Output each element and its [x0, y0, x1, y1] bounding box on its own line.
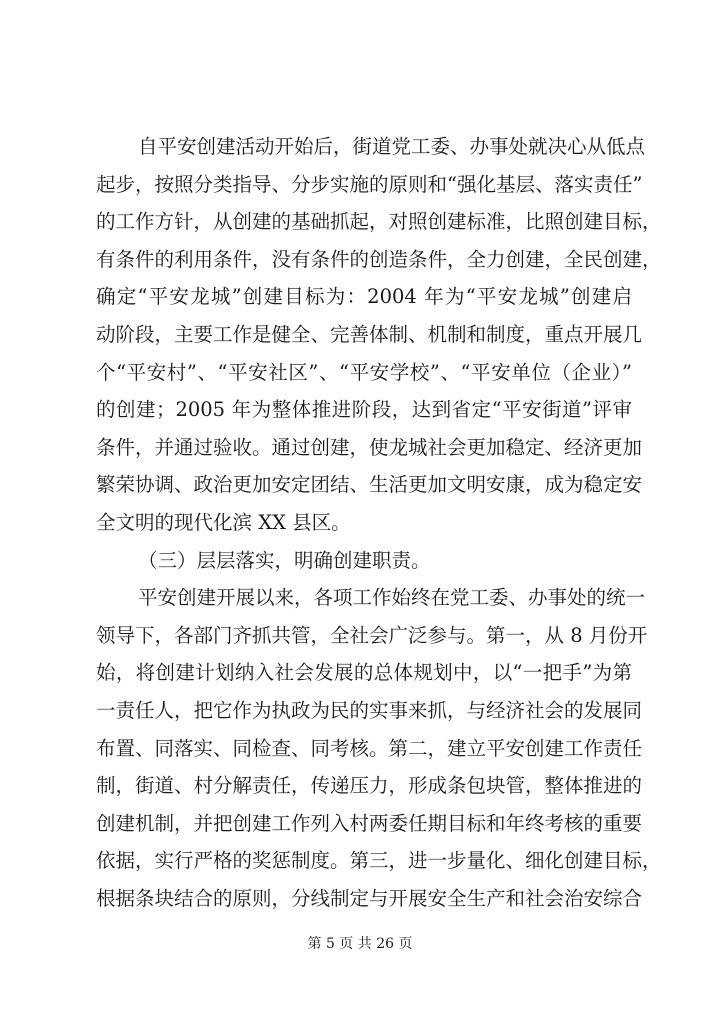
paragraph	[96, 128, 662, 542]
paragraph	[96, 579, 662, 917]
text-line: 根据条块结合的原则，分线制定与开展安全生产和社会治安综合	[96, 886, 643, 910]
text-line: 条件，并通过验收。通过创建，使龙城社会更加稳定、经济更加	[96, 435, 643, 459]
section-heading: （三）层层落实，明确创建职责。	[138, 548, 431, 572]
text-line: 有条件的利用条件，没有条件的创造条件，全力创建，全民创建，	[96, 247, 662, 271]
text-line: 个“平安村”、“平安社区”、“平安学校”、“平安单位（企业）”	[96, 360, 632, 384]
text-line: 领导下，各部门齐抓共管，全社会广泛参与。第一，从 8 月份开	[96, 623, 648, 647]
body-text	[96, 128, 662, 917]
page-number-footer: 第 5 页 共 26 页	[307, 936, 413, 952]
text-line: 制，街道、村分解责任，传递压力，形成条包块管，整体推进的	[96, 774, 643, 798]
text-line: 全文明的现代化滨 XX 县区。	[96, 510, 351, 534]
text-line: 自平安创建活动开始后，街道党工委、办事处就决心从低点	[138, 135, 646, 158]
text-line: 繁荣协调、政治更加安定团结、生活更加文明安康，成为稳定安	[96, 473, 643, 497]
text-line: 确定“平安龙城”创建目标为：2004 年为“平安龙城”创建启	[96, 285, 632, 309]
text-line: 的创建；2005 年为整体推进阶段，达到省定“平安街道”评审	[96, 398, 632, 422]
text-line: 布置、同落实、同检查、同考核。第二，建立平安创建工作责任	[96, 736, 643, 760]
text-line: 动阶段，主要工作是健全、完善体制、机制和制度，重点开展几	[96, 322, 643, 346]
text-line: 的工作方针，从创建的基础抓起，对照创建标准，比照创建目标，	[96, 210, 662, 234]
text-line: 创建机制，并把创建工作列入村两委任期目标和年终考核的重要	[96, 811, 643, 835]
text-line: 始，将创建计划纳入社会发展的总体规划中，以“一把手”为第	[96, 661, 632, 685]
text-line: 一责任人，把它作为执政为民的实事来抓，与经济社会的发展同	[96, 698, 643, 722]
text-line: 平安创建开展以来，各项工作始终在党工委、办事处的统一	[138, 586, 646, 610]
text-line: 依据，实行严格的奖惩制度。第三，进一步量化、细化创建目标，	[96, 849, 662, 873]
text-line: 起步，按照分类指导、分步实施的原则和“强化基层、落实责任”	[96, 172, 643, 196]
